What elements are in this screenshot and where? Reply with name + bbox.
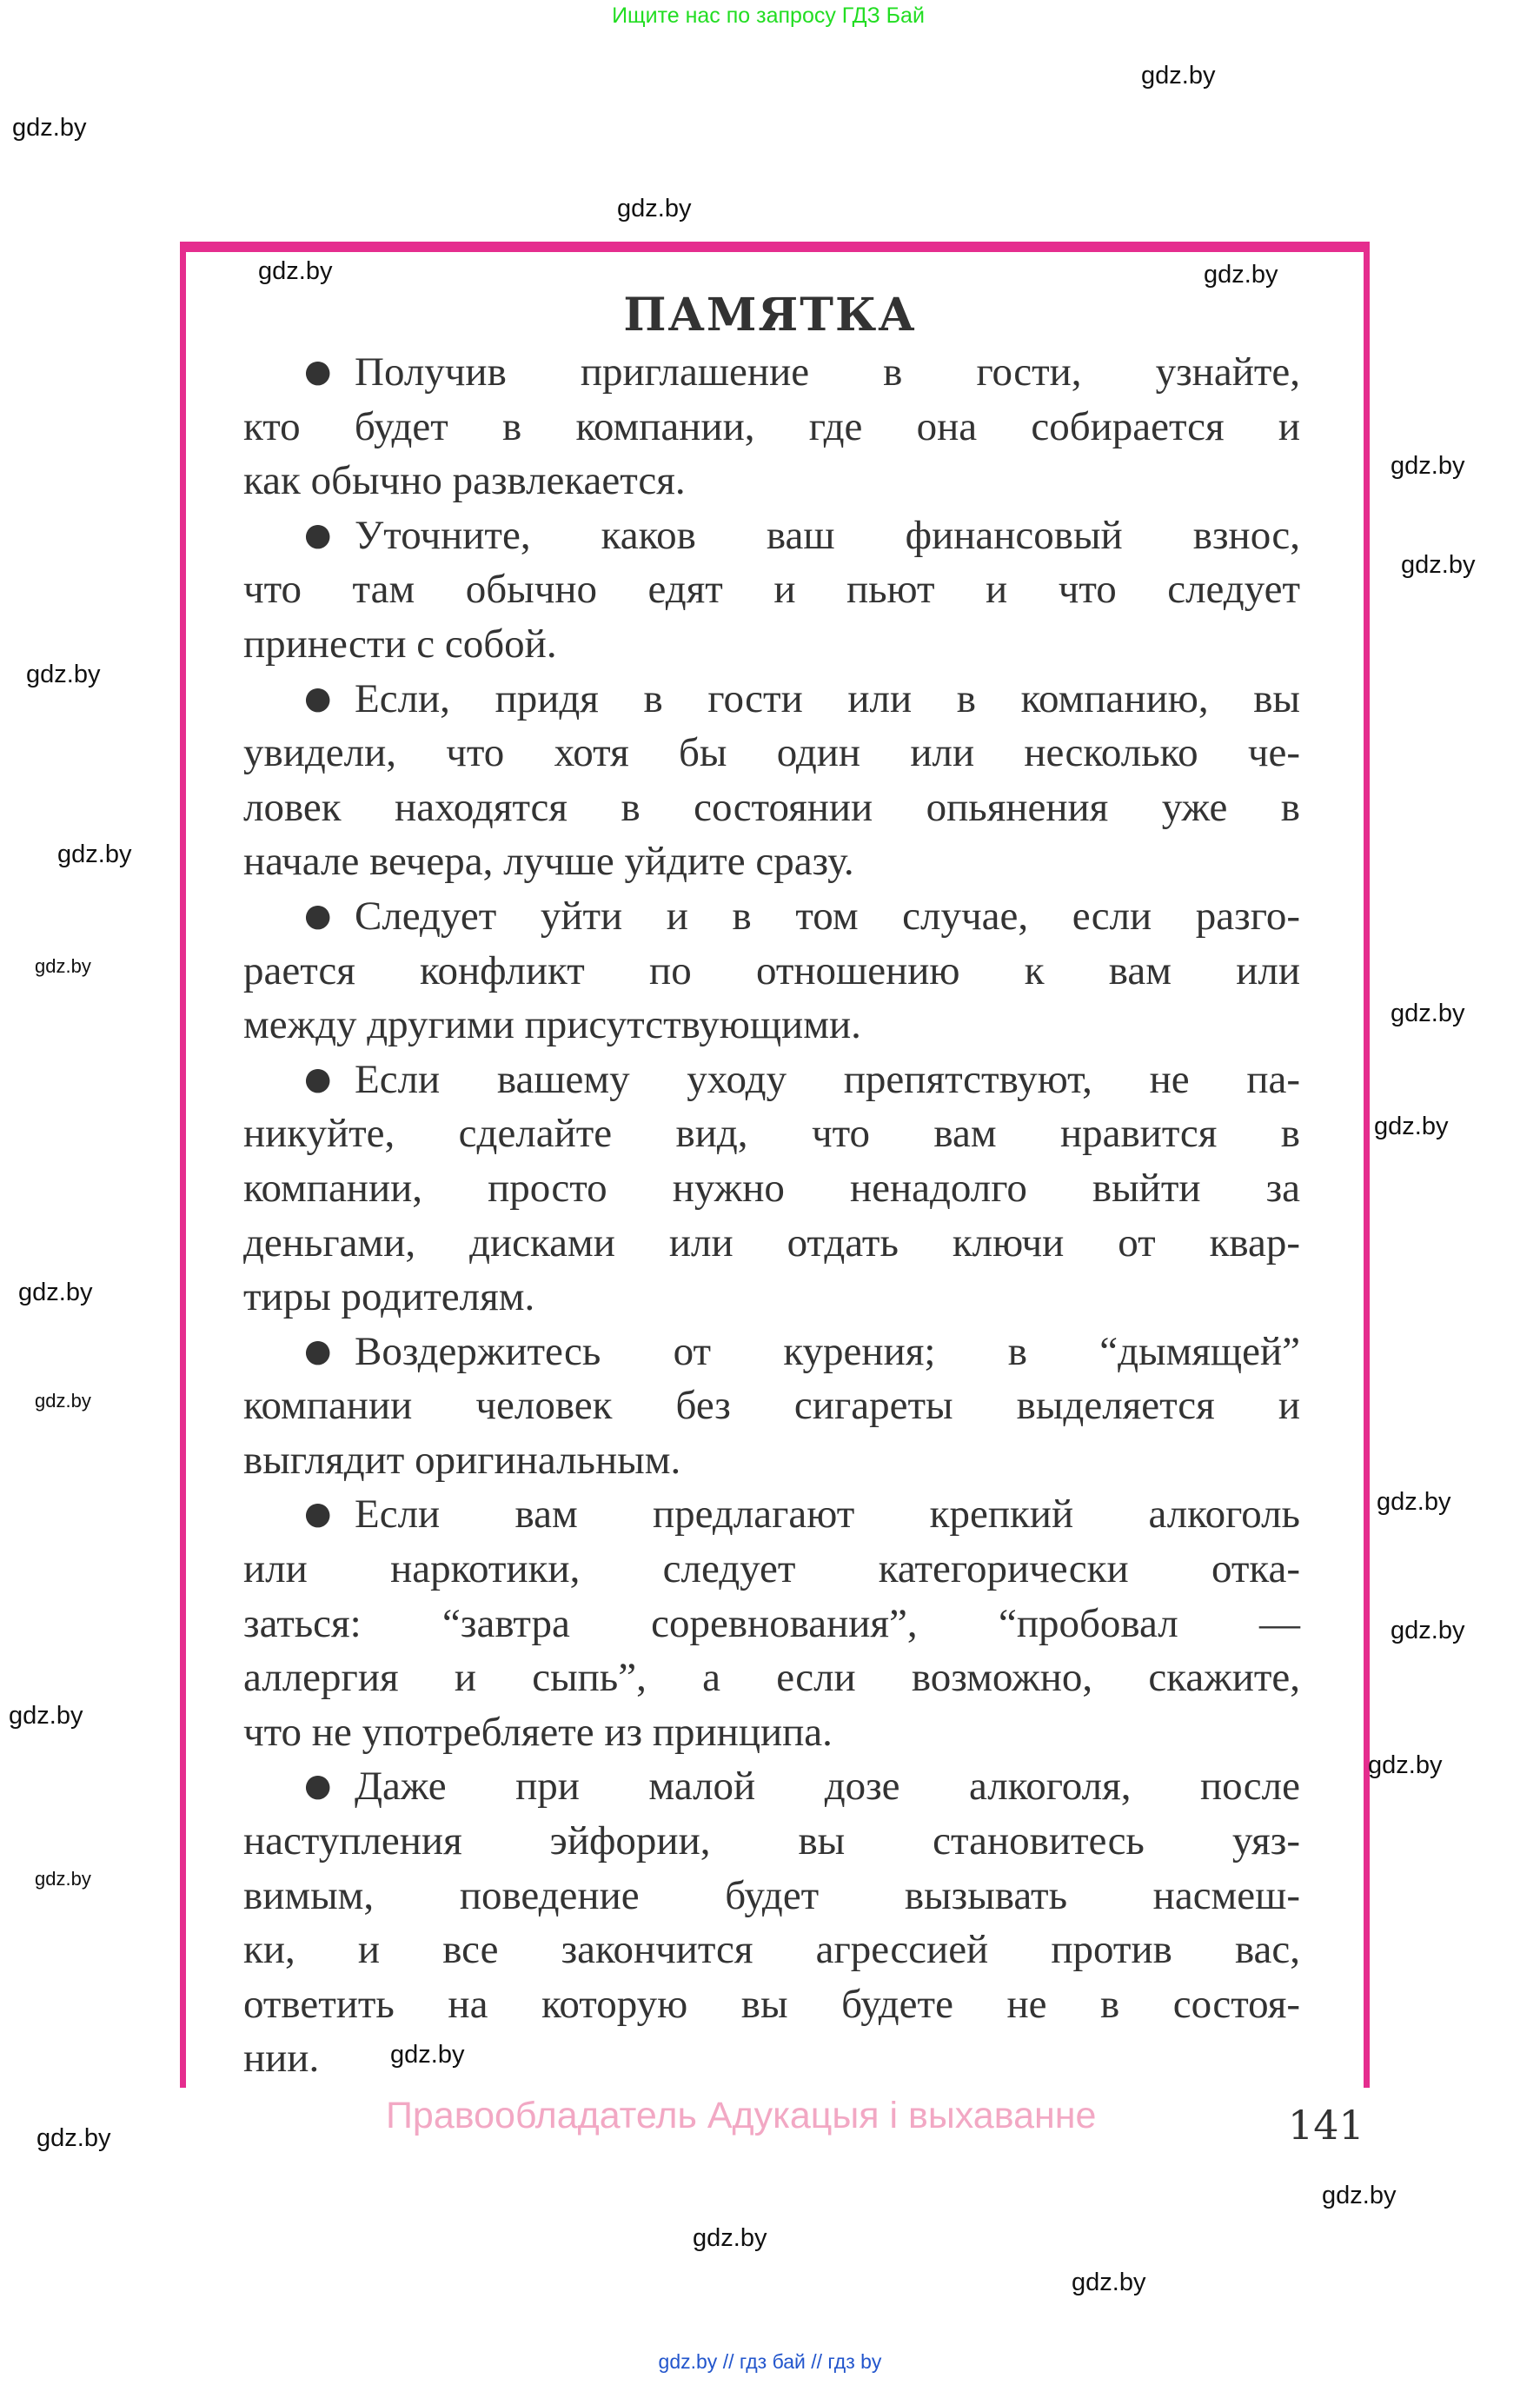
memo-line-text: кто будет в компании, где она собирается и (243, 403, 1300, 449)
memo-line (243, 400, 1300, 455)
watermark: gdz.by (18, 1279, 93, 1306)
memo-line-text: Даже при малой дозе алкоголя, после (355, 1764, 1300, 1810)
memo-line-text: Получив приглашение в гости, узнайте, (355, 349, 1300, 395)
watermark: gdz.by (1368, 1751, 1443, 1779)
memo-line-text: ответить на которую вы будете не в состоя- (243, 1981, 1300, 2027)
memo-line-text: Если вашему уходу препятствуют, не па- (355, 1056, 1300, 1102)
top-search-note: Ищите нас по запросу ГДЗ Бай (612, 3, 925, 28)
memo-line-text: Воздержитесь от курения; в “дымящей” (355, 1328, 1300, 1374)
memo-line-text: или наркотики, следует категорически отка- (243, 1546, 1300, 1592)
memo-line (243, 1542, 1300, 1597)
memo-line-text: увидели, что хотя бы один или несколько че- (243, 730, 1300, 776)
bottom-links-note[interactable]: gdz.by // гдз бай // гдз by (658, 2350, 882, 2373)
watermark: gdz.by (693, 2224, 767, 2252)
bullet-icon: ● (304, 1496, 332, 1532)
memo-line (243, 781, 1300, 835)
memo-line (243, 1433, 1300, 1488)
memo-line (243, 834, 1300, 889)
memo-line-text: ловек находятся в состоянии опьянения уже в (243, 784, 1300, 830)
memo-line-text: нии. (243, 2036, 320, 2082)
memo-line-text: принести с собой. (243, 621, 557, 667)
memo-line (243, 454, 1300, 508)
memo-line-text: начале вечера, лучше уйдите сразу. (243, 839, 854, 885)
memo-line (243, 1651, 1300, 1705)
memo-line (243, 1923, 1300, 1977)
memo-line-text: Если, придя в гости или в компанию, вы (355, 675, 1300, 721)
watermark: gdz.by (57, 840, 132, 868)
memo-line-text: рается конфликт по отношению к вам или (243, 947, 1300, 993)
watermark: gdz.by (35, 1390, 91, 1412)
memo-line (243, 1379, 1300, 1433)
memo-line (243, 1053, 1300, 1107)
watermark: gdz.by (617, 195, 692, 223)
memo-line (243, 1814, 1300, 1869)
watermark: gdz.by (390, 2041, 465, 2069)
bullet-icon: ● (304, 1060, 332, 1097)
bullet-icon: ● (304, 897, 332, 933)
bullet-icon: ● (304, 354, 332, 389)
page-title: ПАМЯТКА (623, 289, 917, 342)
page-number: 141 (1288, 2102, 1364, 2149)
watermark: gdz.by (1072, 2269, 1146, 2296)
memo-line-text: вимым, поведение будет вызывать насмеш- (243, 1872, 1300, 1918)
memo-line-text: компании, просто нужно ненадолго выйти за (243, 1165, 1300, 1211)
watermark: gdz.by (26, 661, 101, 688)
memo-line (243, 1106, 1300, 1161)
memo-line-text: Уточните, каков ваш финансовый взнос, (355, 512, 1300, 558)
memo-text (243, 345, 1300, 2086)
memo-line (243, 1869, 1300, 1923)
memo-line-text: наступления эйфории, вы становитесь уяз- (243, 1818, 1300, 1864)
watermark: gdz.by (1391, 1000, 1465, 1027)
memo-line-text: выглядит оригинальным. (243, 1437, 681, 1483)
memo-line-text: тиры родителям. (243, 1274, 535, 1320)
memo-line (243, 998, 1300, 1053)
memo-line (243, 889, 1300, 944)
memo-line (243, 1705, 1300, 1760)
memo-line (243, 672, 1300, 727)
bullet-icon: ● (304, 1768, 332, 1804)
copyright-notice: Правообладатель Адукацыя і выхаванне (386, 2095, 1097, 2136)
memo-line-text: никуйте, сделайте вид, что вам нравится в (243, 1111, 1300, 1157)
memo-line-text: аллергия и сыпь”, а если возможно, скажите, (243, 1655, 1300, 1701)
watermark: gdz.by (1377, 1488, 1451, 1516)
memo-line (243, 1325, 1300, 1379)
memo-line-text: Если вам предлагают крепкий алкоголь (355, 1491, 1300, 1538)
memo-line-text: ки, и все закончится агрессией против вас, (243, 1927, 1300, 1973)
memo-line (243, 1759, 1300, 1814)
memo-line (243, 1977, 1300, 2032)
memo-line (243, 562, 1300, 617)
watermark: gdz.by (1374, 1113, 1449, 1140)
memo-line-text: деньгами, дисками или отдать ключи от квар- (243, 1219, 1300, 1266)
watermark: gdz.by (37, 2124, 111, 2152)
watermark: gdz.by (1391, 1617, 1465, 1644)
watermark: gdz.by (258, 257, 333, 285)
memo-line (243, 1597, 1300, 1651)
memo-line (243, 944, 1300, 999)
memo-line (243, 1487, 1300, 1542)
watermark: gdz.by (35, 955, 91, 977)
watermark: gdz.by (1141, 62, 1216, 90)
memo-line (243, 1216, 1300, 1271)
memo-line (243, 726, 1300, 781)
watermark: gdz.by (1322, 2182, 1397, 2209)
watermark: gdz.by (1401, 551, 1476, 579)
bullet-icon: ● (304, 516, 332, 553)
watermark: gdz.by (1391, 452, 1465, 480)
memo-line (243, 617, 1300, 672)
memo-line-text: как обычно развлекается. (243, 458, 686, 504)
watermark: gdz.by (9, 1702, 83, 1730)
memo-line-text: компании человек без сигареты выделяется и (243, 1383, 1300, 1429)
memo-line (243, 508, 1300, 563)
memo-line-text: заться: “завтра соревнования”, “пробовал — (243, 1600, 1300, 1646)
watermark: gdz.by (1204, 261, 1278, 289)
memo-line (243, 1270, 1300, 1325)
bullet-icon: ● (304, 1332, 332, 1369)
bullet-icon: ● (304, 680, 332, 716)
watermark: gdz.by (12, 114, 87, 142)
memo-line (243, 345, 1300, 400)
memo-line-text: Следует уйти и в том случае, если разго- (355, 893, 1300, 939)
memo-line-text: между другими присутствующими. (243, 1002, 861, 1048)
watermark: gdz.by (35, 1868, 91, 1890)
memo-line-text: что не употребляете из принципа. (243, 1709, 833, 1755)
memo-line-text: что там обычно едят и пьют и что следует (243, 567, 1300, 613)
memo-line (243, 1161, 1300, 1216)
